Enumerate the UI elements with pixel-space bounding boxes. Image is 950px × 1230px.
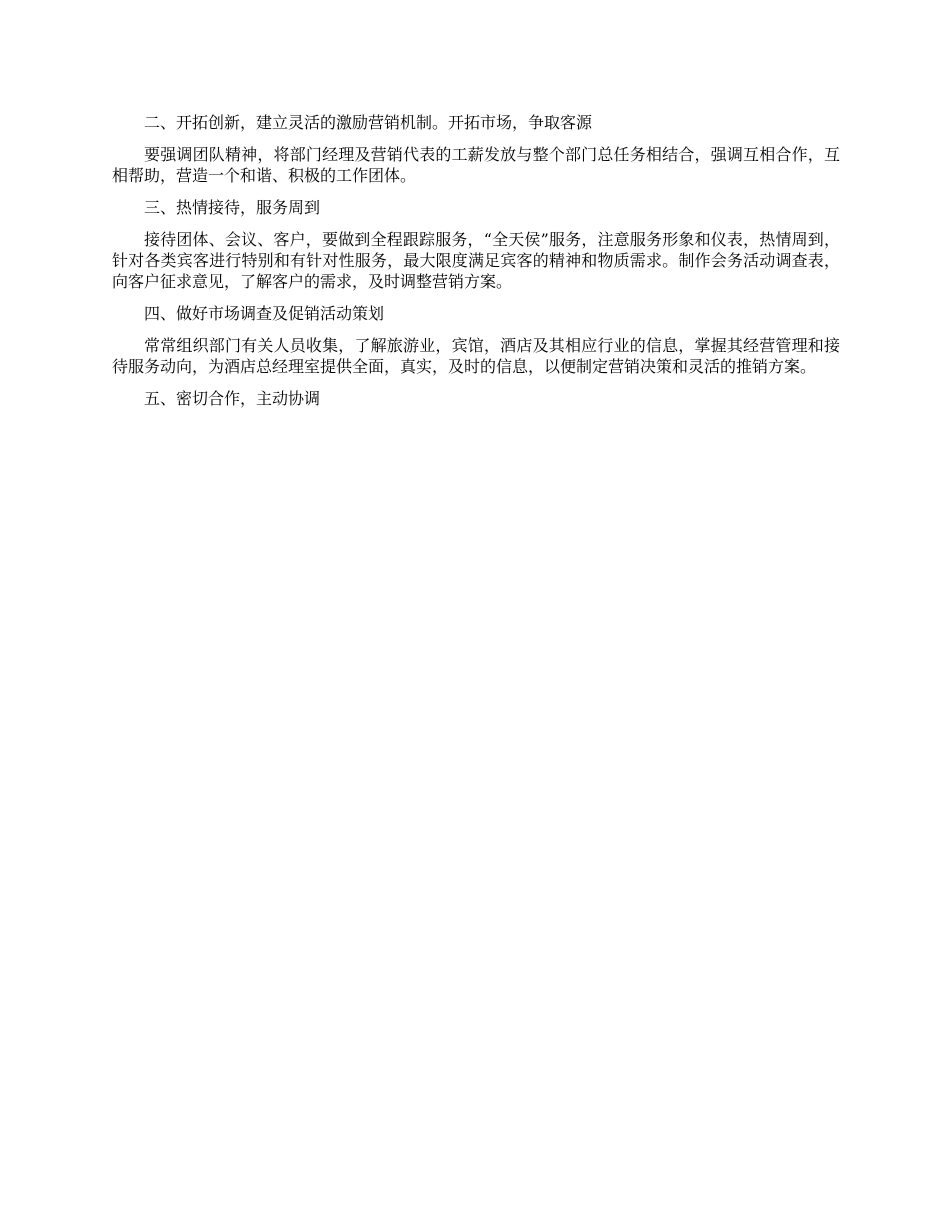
section-heading-5: 五、密切合作，主动协调 — [144, 389, 321, 408]
section-heading-4: 四、做好市场调查及促销活动策划 — [144, 304, 385, 323]
section-paragraph-4: 常常组织部门有关人员收集，了解旅游业，宾馆，酒店及其相应行业的信息，掌握其经营管理和接待服务动向，为酒店总经理室提供全面，真实，及时的信息，以便制定营销决策和灵活的推销方案。 — [112, 336, 840, 376]
section-heading-2: 二、开拓创新，建立灵活的激励营销机制。开拓市场，争取客源 — [144, 113, 593, 132]
document-page — [112, 112, 840, 420]
section-heading-3: 三、热情接待，服务周到 — [144, 198, 321, 217]
section-paragraph-3: 接待团体、会议、客户，要做到全程跟踪服务，“全天侯”服务，注意服务形象和仪表，热情周到，针对各类宾客进行特别和有针对性服务，最大限度满足宾客的精神和物质需求。制作会务活动调查表，向客户征求意见，了解客户的需求，及时调整营销方案。 — [112, 230, 840, 291]
section-paragraph-2: 要强调团队精神，将部门经理及营销代表的工薪发放与整个部门总任务相结合，强调互相合作，互相帮助，营造一个和谐、积极的工作团体。 — [112, 145, 840, 185]
